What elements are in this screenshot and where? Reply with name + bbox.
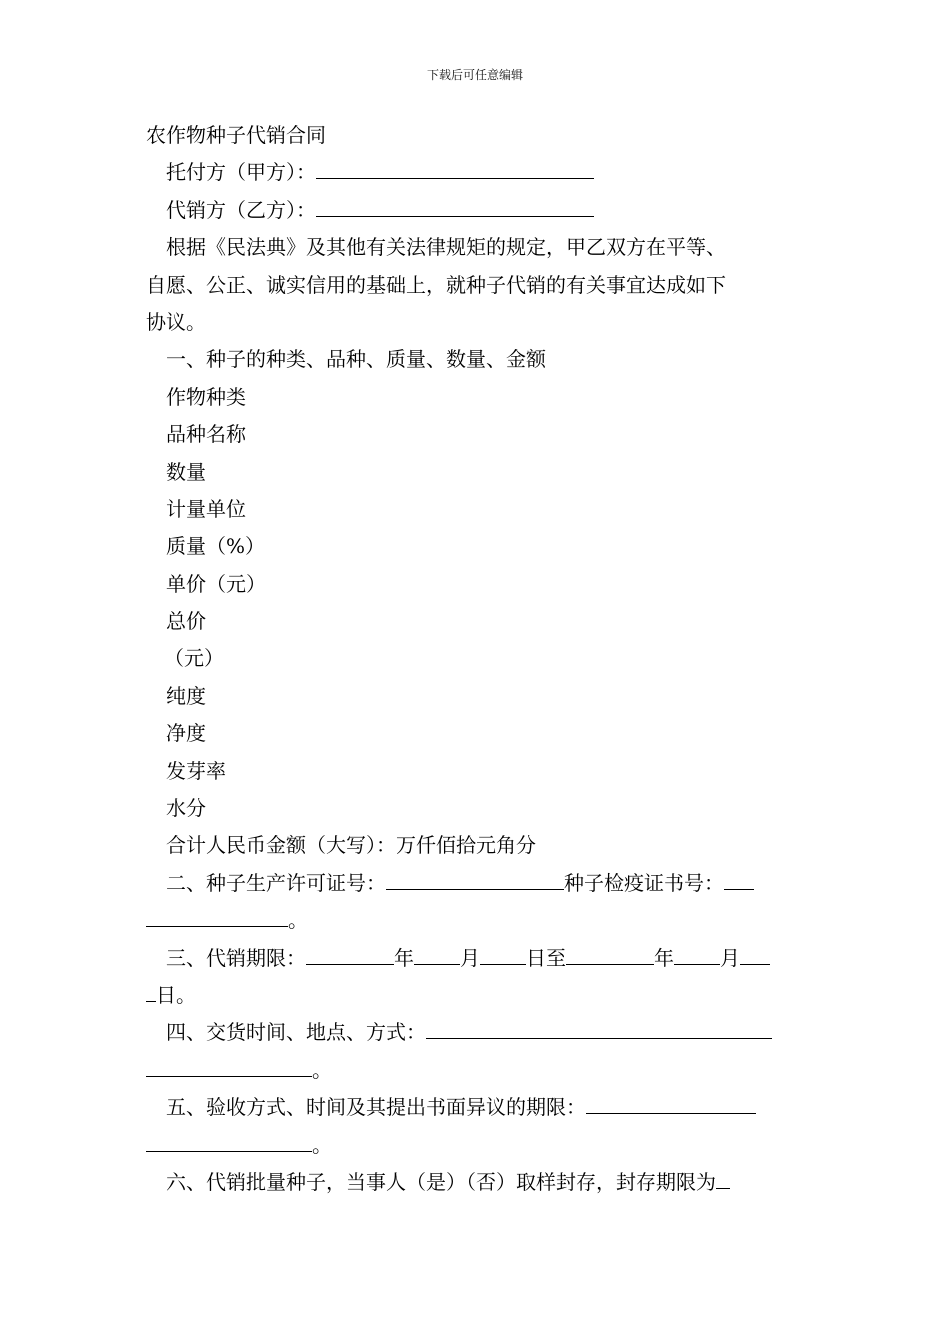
delivery-blank-start[interactable] [426,1016,772,1039]
intro-line-1: 根据《民法典》及其他有关法律规矩的规定，甲乙双方在平等、 [166,235,726,260]
contract-document [146,117,810,1201]
total-amount-line: 合计人民币金额（大写）：万仟佰拾元角分 [166,833,536,858]
seed-item: 总价 [166,609,206,634]
contract-title: 农作物种子代销合同 [146,123,326,147]
seed-item: 质量（%） [166,534,266,559]
seed-item: （元） [164,646,224,671]
section-6-line [146,1164,810,1201]
seed-item: 作物种类 [166,384,246,409]
delivery-label: 四、交货时间、地点、方式： [166,1020,426,1045]
party-a-blank[interactable] [316,156,594,179]
start-year-blank[interactable] [306,942,394,965]
header-note: 下载后可任意编辑 [426,68,523,82]
party-b-label: 代销方（乙方）： [166,197,316,222]
party-b-blank[interactable] [316,194,594,217]
section-4-line-2 [146,1052,810,1089]
start-month-blank[interactable] [414,942,460,965]
seed-item: 水分 [166,796,206,821]
section-3-line-1 [146,940,810,977]
section-2-line-1 [146,865,810,902]
inspection-blank-start[interactable] [586,1091,756,1114]
seed-item: 单价（元） [166,571,266,596]
seed-item: 品种名称 [166,422,246,447]
license-blank[interactable] [386,867,564,890]
period-label: 三、代销期限： [166,945,306,970]
quarantine-blank-start[interactable] [724,867,754,890]
intro-line-2: 自愿、公正、诚实信用的基础上，就种子代销的有关事宜达成如下 [146,272,726,297]
section-2-line-2 [146,902,810,939]
end-day-blank-end[interactable] [146,979,156,1002]
delivery-blank-end[interactable] [146,1054,312,1077]
intro-line-3: 协议。 [146,309,206,334]
quarantine-blank-end[interactable] [146,904,288,927]
seed-item: 净度 [166,721,206,746]
seed-item: 数量 [166,459,206,484]
end-day-blank-start[interactable] [740,942,770,965]
seed-item: 计量单位 [166,496,246,521]
year-text: 年 [654,945,674,970]
month-text: 月 [460,945,480,970]
section-3-end: 日。 [156,982,196,1007]
section-3-line-2 [146,977,810,1014]
month-text: 月 [720,945,740,970]
start-day-blank[interactable] [480,942,526,965]
party-a-line [146,154,810,191]
section-6-text: 六、代销批量种子，当事人（是）（否）取样封存，封存期限为 [166,1169,716,1194]
day-to-text: 日至 [526,945,566,970]
section-2-end: 。 [288,908,308,933]
party-a-label: 托付方（甲方）： [166,160,316,185]
section-5-end: 。 [312,1132,332,1157]
section-4-line-1 [146,1014,810,1051]
section-1-heading: 一、种子的种类、品种、质量、数量、金额 [166,347,546,372]
year-text: 年 [394,945,414,970]
section-5-line-1 [146,1089,810,1126]
party-b-line [146,192,810,229]
seed-item: 纯度 [166,683,206,708]
license-label: 二、种子生产许可证号： [166,870,386,895]
quarantine-label: 种子检疫证书号： [564,870,724,895]
end-month-blank[interactable] [674,942,720,965]
inspection-blank-end[interactable] [146,1129,312,1152]
section-5-line-2 [146,1127,810,1164]
sealing-period-blank[interactable] [716,1166,730,1189]
end-year-blank[interactable] [566,942,654,965]
seed-item: 发芽率 [166,758,226,783]
inspection-label: 五、验收方式、时间及其提出书面异议的期限： [166,1095,586,1120]
section-4-end: 。 [312,1057,332,1082]
